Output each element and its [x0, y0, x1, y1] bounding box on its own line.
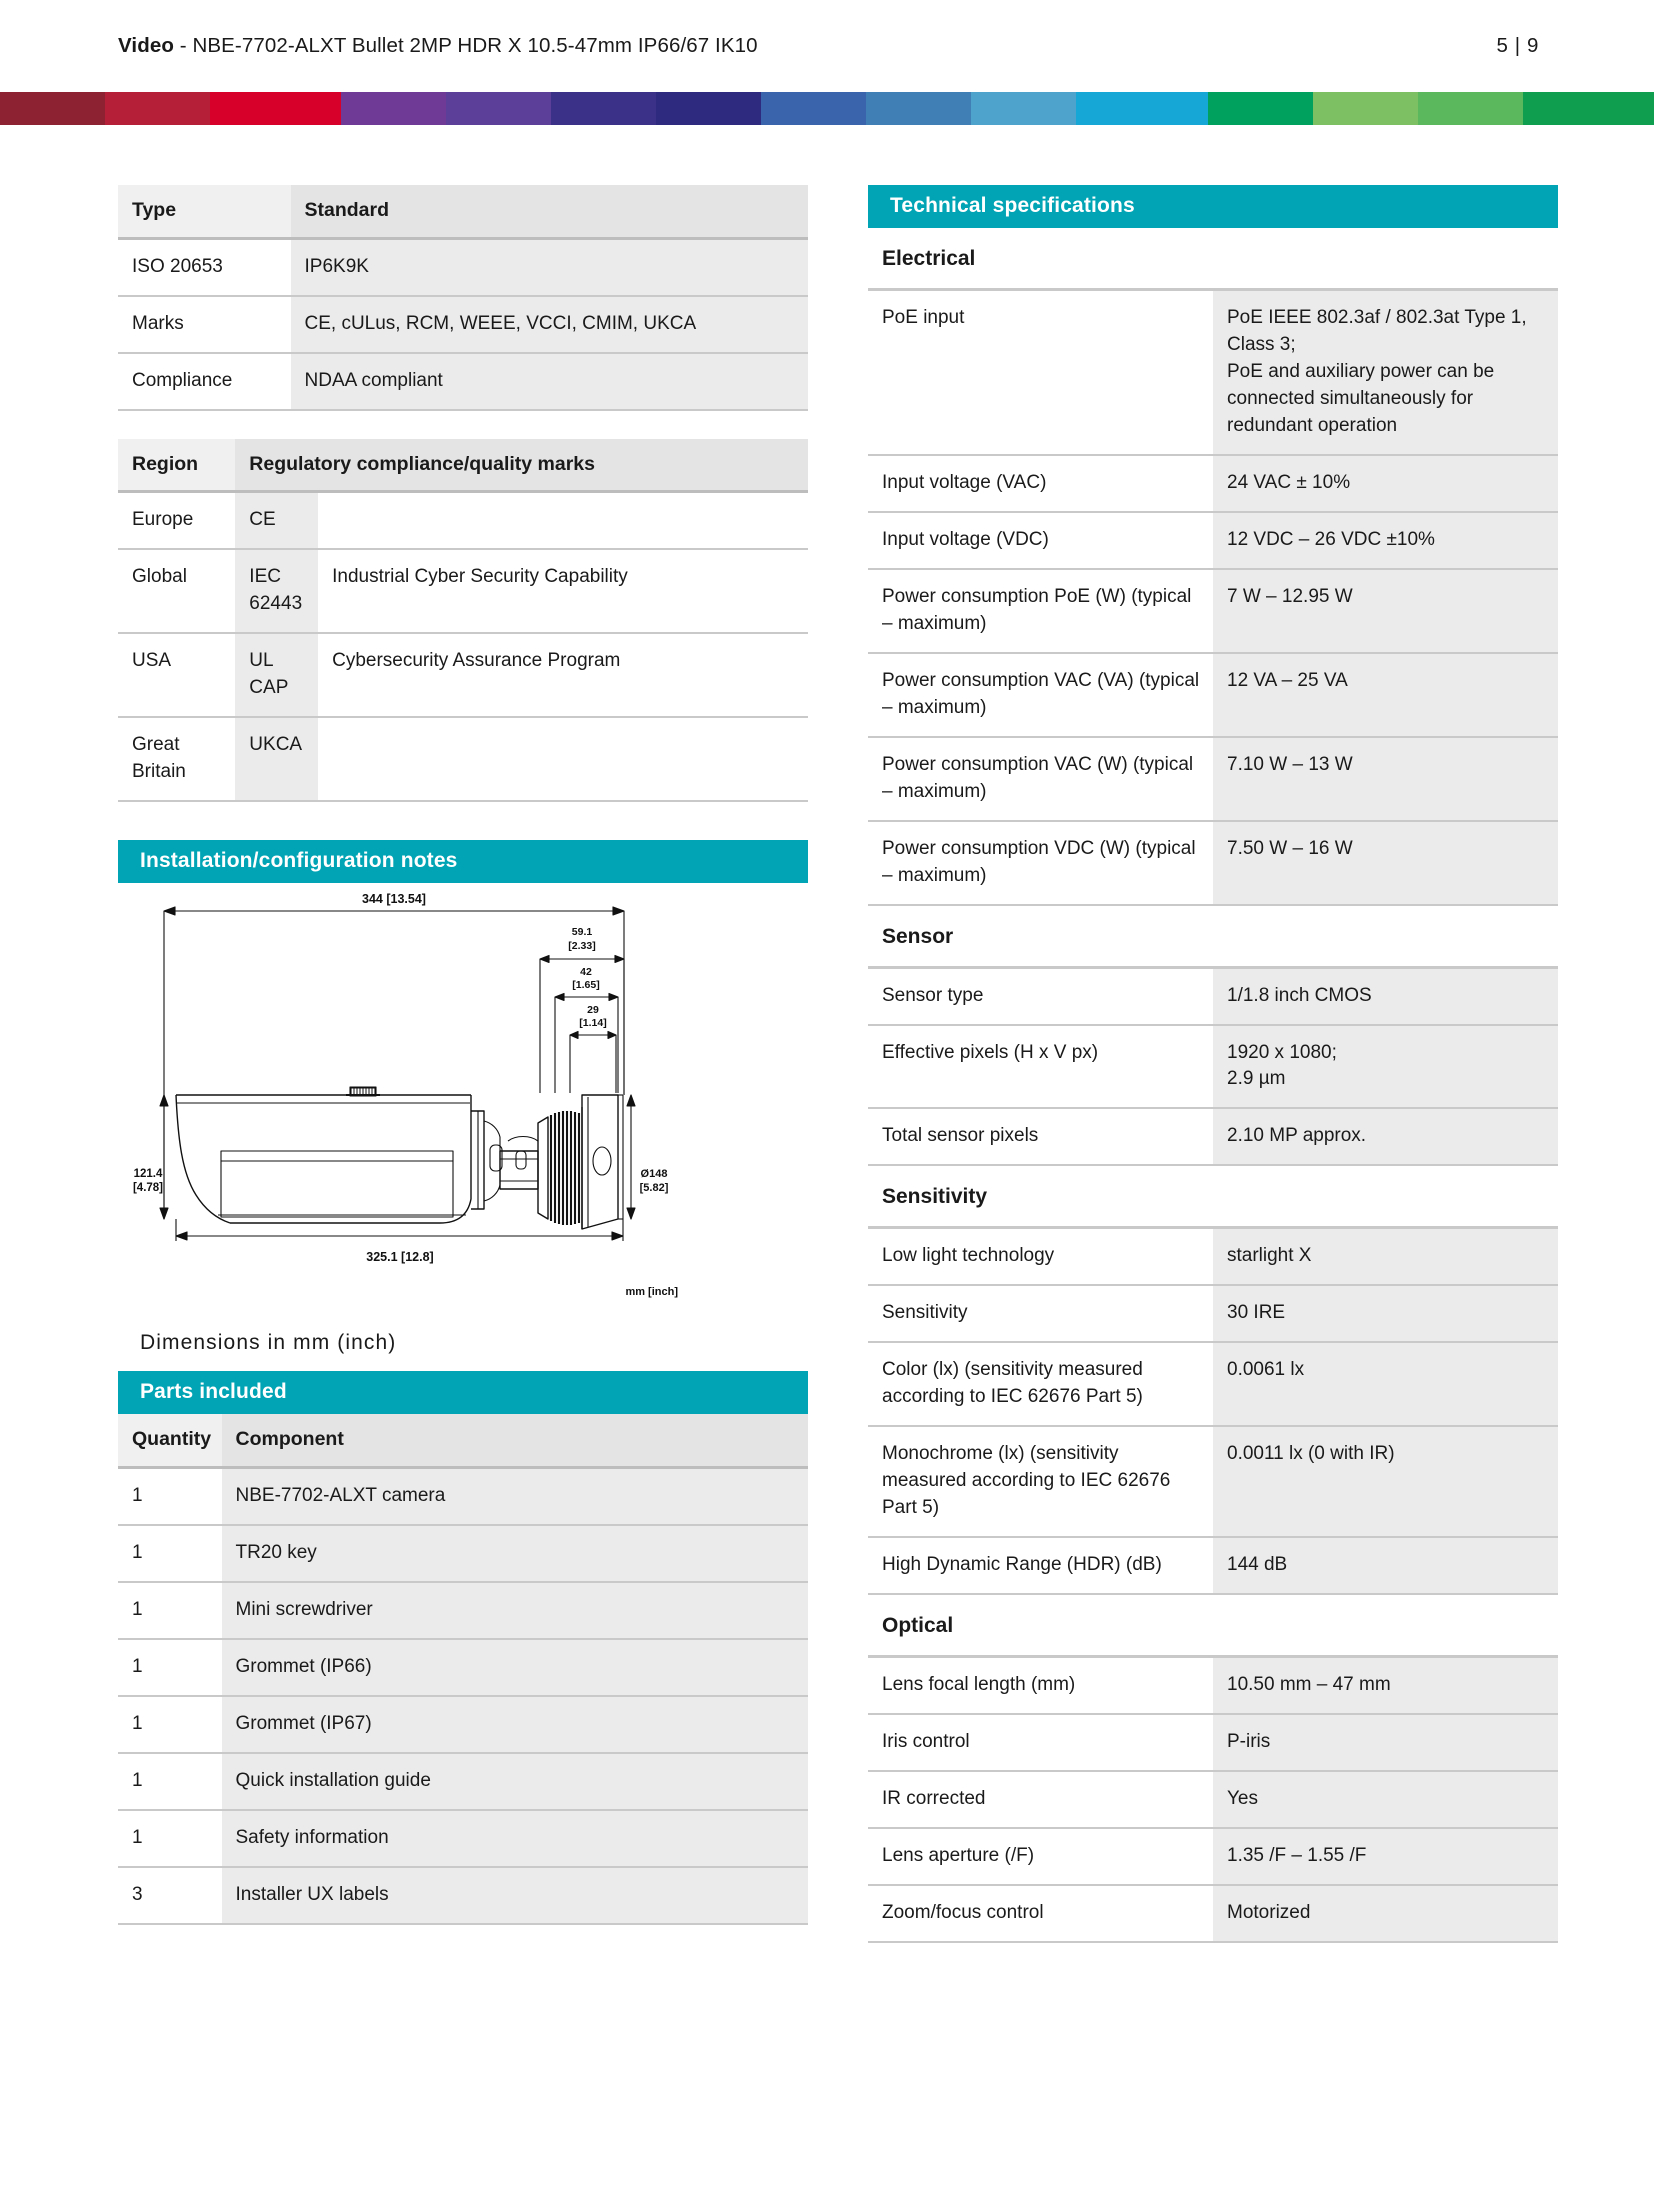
- cell-spec-value: 1.35 /F – 1.55 /F: [1213, 1828, 1558, 1885]
- cell-spec-label: IR corrected: [882, 1788, 986, 1810]
- cell-type: Marks: [132, 312, 184, 334]
- cell-spec-label: Color (lx) (sensitivity measured according to IEC 62676 Part 5): [882, 1359, 1143, 1408]
- cell-quantity: 1: [132, 1484, 143, 1506]
- cell-region: Great Britain: [132, 734, 186, 783]
- cell-quantity: 1: [132, 1712, 143, 1734]
- column-header-component: Component: [222, 1414, 809, 1467]
- cell-spec-value: 1/1.8 inch CMOS: [1213, 967, 1558, 1024]
- cell-mark-description: Industrial Cyber Security Capability: [332, 566, 628, 588]
- cell-component: Safety information: [222, 1810, 809, 1867]
- spec-table-optical: [868, 1655, 1558, 1943]
- column-header-region: Region: [132, 452, 199, 475]
- cell-standard: IP6K9K: [291, 238, 809, 295]
- page-title-rest: - NBE-7702-ALXT Bullet 2MP HDR X 10.5-47mm IP66/67 IK10: [173, 34, 758, 57]
- cell-spec-value: starlight X: [1213, 1228, 1558, 1285]
- table-row: [118, 1867, 808, 1924]
- table-row: [868, 290, 1558, 455]
- table-row: [868, 1771, 1558, 1828]
- table-row: [118, 296, 808, 353]
- cell-spec-value: 10.50 mm – 47 mm: [1213, 1657, 1558, 1714]
- cell-spec-value: Motorized: [1213, 1885, 1558, 1942]
- table-row: [868, 1657, 1558, 1714]
- section-heading-sensor: Sensor: [882, 924, 954, 948]
- dim-label-height-inch: [4.78]: [132, 1182, 164, 1195]
- cell-spec-label: Sensitivity: [882, 1302, 968, 1324]
- color-band-segment: [866, 92, 971, 125]
- table-header-row: [118, 439, 808, 492]
- table-row: [868, 653, 1558, 737]
- cell-mark: UL CAP: [235, 633, 318, 717]
- cell-spec-label: High Dynamic Range (HDR) (dB): [882, 1554, 1162, 1576]
- column-header-standard: Standard: [291, 185, 809, 238]
- table-row: [118, 1467, 808, 1524]
- cell-spec-value: PoE IEEE 802.3af / 802.3at Type 1, Class 3; PoE and auxiliary power can be connected simultaneously for redundant operation: [1213, 290, 1558, 455]
- cell-quantity: 1: [132, 1769, 143, 1791]
- color-band-segment: [971, 92, 1076, 125]
- cell-spec-value: 1920 x 1080; 2.9 µm: [1213, 1025, 1558, 1109]
- spec-table-sensor: [868, 966, 1558, 1167]
- table-header-row: [118, 185, 808, 238]
- camera-dimension-drawing: [118, 889, 808, 1309]
- cell-quantity: 1: [132, 1826, 143, 1848]
- technical-specifications-bar: Technical specifications: [868, 185, 1558, 228]
- cell-mark-description: [318, 717, 808, 801]
- section-heading-sensitivity: Sensitivity: [882, 1185, 988, 1209]
- parts-included-bar: Parts included: [118, 1371, 808, 1414]
- table-row: [868, 1828, 1558, 1885]
- column-header-regulatory: Regulatory compliance/quality marks: [235, 439, 808, 492]
- spec-table-sensitivity: [868, 1226, 1558, 1595]
- decorative-color-band: [0, 92, 1654, 125]
- cell-spec-label: PoE input: [882, 307, 965, 328]
- column-header-type: Type: [132, 199, 177, 221]
- cell-spec-value: P-iris: [1213, 1714, 1558, 1771]
- cell-component: Installer UX labels: [222, 1867, 809, 1924]
- camera-drawing-svg: [118, 889, 808, 1309]
- color-band-segment: [210, 92, 341, 125]
- cell-spec-value: 24 VAC ± 10%: [1213, 455, 1558, 512]
- cell-component: Mini screwdriver: [222, 1582, 809, 1639]
- page-number: 5 | 9: [1496, 34, 1539, 57]
- cell-mark: IEC 62443: [235, 549, 318, 633]
- table-row: [118, 1582, 808, 1639]
- color-band-segment: [656, 92, 761, 125]
- table-row: [118, 492, 808, 549]
- dim-label-diameter: Ø148: [640, 1168, 668, 1181]
- cell-spec-label: Iris control: [882, 1731, 970, 1753]
- table-row: [868, 737, 1558, 821]
- color-band-segment: [446, 92, 551, 125]
- spacer: [118, 1355, 808, 1371]
- cell-quantity: 1: [132, 1655, 143, 1677]
- right-column: [868, 185, 1558, 1943]
- cell-spec-label: Power consumption VDC (W) (typical – maximum): [882, 837, 1196, 886]
- color-band-segment: [761, 92, 866, 125]
- cell-spec-value: 0.0061 lx: [1213, 1342, 1558, 1426]
- table-row: [118, 353, 808, 410]
- cell-spec-label: Lens aperture (/F): [882, 1845, 1035, 1867]
- page-title: [118, 34, 758, 58]
- cell-spec-label: Effective pixels (H x V px): [882, 1041, 1099, 1063]
- cell-component: NBE-7702-ALXT camera: [222, 1467, 809, 1524]
- table-row: [118, 1810, 808, 1867]
- table-row: [868, 1285, 1558, 1342]
- table-row: [868, 1108, 1558, 1165]
- technical-specifications-sections: [868, 228, 1558, 1943]
- cell-region: Global: [132, 566, 187, 588]
- table-row: [868, 1025, 1558, 1109]
- cell-spec-value: 7.50 W – 16 W: [1213, 821, 1558, 905]
- cell-standard: NDAA compliant: [291, 353, 809, 410]
- spacer: [118, 411, 808, 439]
- cell-spec-value: 144 dB: [1213, 1537, 1558, 1594]
- cell-component: Grommet (IP67): [222, 1696, 809, 1753]
- cell-spec-label: Lens focal length (mm): [882, 1674, 1076, 1696]
- dim-label-42: 42: [580, 966, 592, 979]
- cell-spec-value: 7 W – 12.95 W: [1213, 569, 1558, 653]
- table-row: [868, 1885, 1558, 1942]
- dim-label-diameter-inch: [5.82]: [639, 1182, 669, 1195]
- cell-spec-label: Low light technology: [882, 1245, 1055, 1267]
- cell-type: Compliance: [132, 369, 233, 391]
- dim-label-top-width: 344 [13.54]: [362, 892, 426, 907]
- dim-label-42-inch: [1.65]: [572, 979, 600, 992]
- parts-included-table: [118, 1414, 808, 1924]
- cell-region: Europe: [132, 509, 194, 531]
- dim-label-591-inch: [2.33]: [568, 940, 596, 953]
- cell-component: TR20 key: [222, 1525, 809, 1582]
- cell-component: Quick installation guide: [222, 1753, 809, 1810]
- installation-notes-bar: Installation/configuration notes: [118, 840, 808, 883]
- cell-mark: UKCA: [235, 717, 318, 801]
- cell-spec-label: Sensor type: [882, 984, 984, 1006]
- cell-quantity: 1: [132, 1598, 143, 1620]
- table-row: [868, 1342, 1558, 1426]
- section-heading-electrical: Electrical: [882, 247, 976, 270]
- dim-label-bottom-width: 325.1 [12.8]: [366, 1250, 434, 1265]
- table-row: [868, 1228, 1558, 1285]
- cell-component: Grommet (IP66): [222, 1639, 809, 1696]
- table-row: [118, 717, 808, 801]
- dim-label-29: 29: [587, 1004, 599, 1017]
- table-row: [868, 1426, 1558, 1537]
- cell-standard: CE, cULus, RCM, WEEE, VCCI, CMIM, UKCA: [291, 296, 809, 353]
- dim-label-height: 121.4: [133, 1168, 163, 1181]
- cell-quantity: 3: [132, 1883, 143, 1905]
- cell-mark-description: Cybersecurity Assurance Program: [332, 650, 621, 672]
- region-compliance-table: [118, 439, 808, 802]
- dim-label-29-inch: [1.14]: [579, 1017, 607, 1030]
- cell-spec-value: 30 IRE: [1213, 1285, 1558, 1342]
- cell-type: ISO 20653: [132, 255, 223, 277]
- table-row: [118, 549, 808, 633]
- cell-spec-label: Monochrome (lx) (sensitivity measured according to IEC 62676 Part 5): [882, 1443, 1171, 1519]
- spec-table-electrical: [868, 288, 1558, 906]
- color-band-segment: [1313, 92, 1418, 125]
- table-row: [118, 1696, 808, 1753]
- color-band-segment: [1523, 92, 1654, 125]
- color-band-segment: [1208, 92, 1313, 125]
- table-row: [118, 1639, 808, 1696]
- color-band-segment: [1076, 92, 1207, 125]
- cell-spec-label: Zoom/focus control: [882, 1902, 1044, 1924]
- table-row: [118, 1525, 808, 1582]
- type-standard-table: [118, 185, 808, 411]
- left-column: [118, 185, 808, 1925]
- table-row: [118, 633, 808, 717]
- cell-spec-value: 12 VA – 25 VA: [1213, 653, 1558, 737]
- spacer: [118, 802, 808, 840]
- color-band-segment: [551, 92, 656, 125]
- cell-spec-value: 7.10 W – 13 W: [1213, 737, 1558, 821]
- table-header-row: [118, 1414, 808, 1467]
- cell-mark-description: [318, 492, 808, 549]
- cell-spec-value: 2.10 MP approx.: [1213, 1108, 1558, 1165]
- cell-mark: CE: [235, 492, 318, 549]
- table-row: [118, 238, 808, 295]
- cell-spec-label: Power consumption VAC (W) (typical – maximum): [882, 753, 1194, 802]
- table-row: [868, 1537, 1558, 1594]
- cell-spec-value: Yes: [1213, 1771, 1558, 1828]
- cell-region: USA: [132, 650, 172, 672]
- dim-label-591: 59.1: [571, 926, 593, 939]
- section-heading-optical: Optical: [882, 1614, 954, 1638]
- dimensions-caption: Dimensions in mm (inch): [140, 1331, 397, 1355]
- table-row: [118, 1753, 808, 1810]
- cell-spec-label: Input voltage (VAC): [882, 471, 1047, 493]
- color-band-segment: [1418, 92, 1523, 125]
- dim-unit-note: mm [inch]: [625, 1286, 678, 1299]
- color-band-segment: [0, 92, 105, 125]
- table-row: [868, 967, 1558, 1024]
- brand-label: Video: [118, 34, 174, 57]
- cell-spec-value: 12 VDC – 26 VDC ±10%: [1213, 512, 1558, 569]
- cell-spec-label: Power consumption VAC (VA) (typical – maximum): [882, 669, 1200, 718]
- cell-spec-label: Input voltage (VDC): [882, 528, 1049, 550]
- color-band-segment: [105, 92, 210, 125]
- cell-spec-value: 0.0011 lx (0 with IR): [1213, 1426, 1558, 1537]
- table-row: [868, 821, 1558, 905]
- cell-spec-label: Power consumption PoE (W) (typical – maximum): [882, 585, 1192, 634]
- table-row: [868, 569, 1558, 653]
- cell-quantity: 1: [132, 1541, 143, 1563]
- page-header: [0, 0, 1654, 92]
- table-row: [868, 455, 1558, 512]
- table-row: [868, 512, 1558, 569]
- table-row: [868, 1714, 1558, 1771]
- cell-spec-label: Total sensor pixels: [882, 1125, 1039, 1147]
- column-header-quantity: Quantity: [132, 1428, 212, 1451]
- color-band-segment: [341, 92, 446, 125]
